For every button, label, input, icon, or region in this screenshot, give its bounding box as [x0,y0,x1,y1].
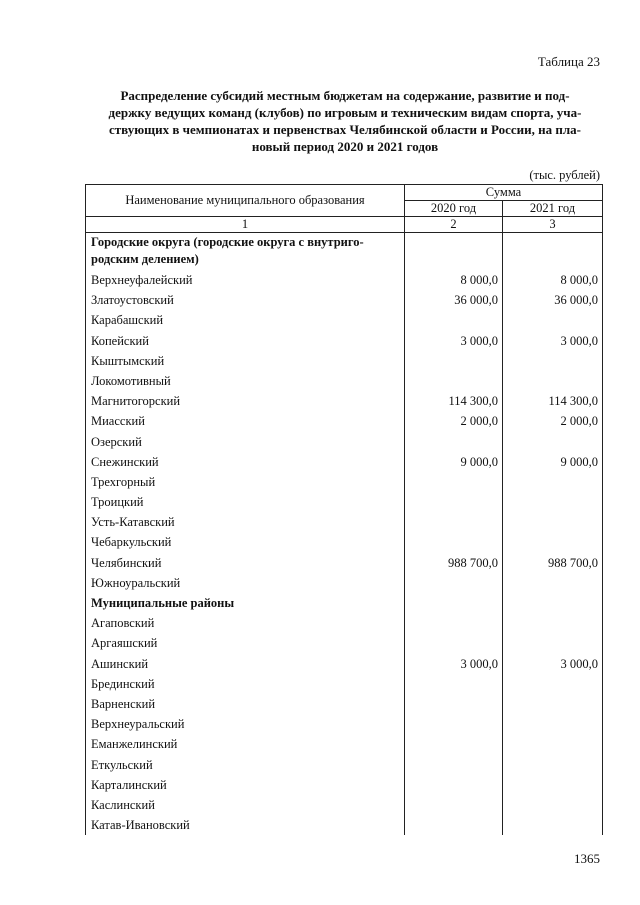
row-value-2020 [405,310,503,330]
header-year-2020: 2020 год [405,201,503,217]
row-name: Верхнеуфалейский [86,270,405,290]
table-number: Таблица 23 [537,54,600,69]
header-name: Наименование муниципального образования [86,185,405,217]
row-name: Карталинский [86,775,405,795]
table-row [86,694,603,714]
row-value-2021 [503,775,603,795]
row-value-2020: 3 000,0 [405,654,503,674]
table-row [86,432,603,452]
row-value-2020 [405,815,503,835]
title-line: ствующих в чемпионатах и первенствах Челябинской области и России, на пла- [108,122,582,137]
row-value-2021 [503,432,603,452]
row-value-2020 [405,795,503,815]
title-line: новый период 2020 и 2021 годов [251,139,439,154]
row-name: Челябинский [86,553,405,573]
row-value-2020 [405,371,503,391]
row-name: Озерский [86,432,405,452]
row-value-2020 [405,714,503,734]
row-name: Агаповский [86,613,405,633]
table-row [86,654,603,674]
row-name: Чебаркульский [86,532,405,552]
row-value-2021 [503,512,603,532]
row-value-2020 [405,512,503,532]
header-sum: Сумма [405,185,603,201]
row-value-2020 [405,755,503,775]
row-value-2020 [405,432,503,452]
row-name: Карабашский [86,310,405,330]
row-value-2020 [405,573,503,593]
table-row [86,633,603,653]
header-col-number: 3 [503,217,603,233]
row-value-2021 [503,233,603,271]
row-value-2020 [405,492,503,512]
row-value-2020 [405,694,503,714]
table-row [86,593,603,613]
row-value-2020: 114 300,0 [405,391,503,411]
row-name: Троицкий [86,492,405,512]
table-row [86,391,603,411]
row-value-2021 [503,755,603,775]
row-value-2020 [405,775,503,795]
table-row [86,411,603,431]
row-name: Трехгорный [86,472,405,492]
document-title [90,87,600,155]
table-row [86,755,603,775]
row-value-2021 [503,532,603,552]
table-row [86,775,603,795]
table-row [86,452,603,472]
page-number: 1365 [574,851,600,866]
row-name: Еманжелинский [86,734,405,754]
row-value-2020 [405,633,503,653]
row-value-2020: 36 000,0 [405,290,503,310]
row-value-2021 [503,351,603,371]
table-row [86,674,603,694]
row-value-2020 [405,532,503,552]
row-value-2020: 988 700,0 [405,553,503,573]
row-value-2021 [503,714,603,734]
row-name: Кыштымский [86,351,405,371]
row-value-2020: 8 000,0 [405,270,503,290]
row-value-2021: 114 300,0 [503,391,603,411]
row-value-2021: 3 000,0 [503,654,603,674]
row-value-2020: 9 000,0 [405,452,503,472]
table-row [86,351,603,371]
table-row [86,290,603,310]
row-value-2021 [503,694,603,714]
table-row [86,371,603,391]
table-row [86,714,603,734]
row-value-2021 [503,795,603,815]
units-note: (тыс. рублей) [529,168,600,182]
subsidy-table [85,184,603,835]
row-value-2021 [503,674,603,694]
row-name: Миасский [86,411,405,431]
row-name: Усть-Катавский [86,512,405,532]
title-line: держку ведущих команд (клубов) по игровым и техническим видам спорта, уча- [108,105,582,120]
row-name: Каслинский [86,795,405,815]
table-row [86,331,603,351]
title-line: Распределение субсидий местным бюджетам на содержание, развитие и под- [120,88,570,103]
row-value-2020: 3 000,0 [405,331,503,351]
row-name: Ашинский [86,654,405,674]
row-value-2021: 988 700,0 [503,553,603,573]
row-value-2020 [405,472,503,492]
table-row [86,532,603,552]
row-value-2020: 2 000,0 [405,411,503,431]
row-value-2021: 2 000,0 [503,411,603,431]
row-name: Магнитогорский [86,391,405,411]
row-value-2021: 8 000,0 [503,270,603,290]
header-col-number: 2 [405,217,503,233]
row-value-2020 [405,351,503,371]
row-value-2020 [405,613,503,633]
table-row [86,573,603,593]
table-row [86,815,603,835]
row-value-2020 [405,734,503,754]
table-row [86,472,603,492]
row-value-2021: 9 000,0 [503,452,603,472]
row-value-2021 [503,310,603,330]
row-name: Златоустовский [86,290,405,310]
row-name: Еткульский [86,755,405,775]
table-row [86,734,603,754]
table-row [86,492,603,512]
table-row [86,613,603,633]
row-name: Катав-Ивановский [86,815,405,835]
row-name: Аргаяшский [86,633,405,653]
table-row [86,553,603,573]
row-value-2020 [405,593,503,613]
row-value-2020 [405,233,503,271]
row-value-2021: 36 000,0 [503,290,603,310]
row-name: Городские округа (городские округа с внутриго- родским делением) [86,233,405,271]
row-value-2020 [405,674,503,694]
row-value-2021 [503,371,603,391]
table-row [86,233,603,271]
row-value-2021 [503,593,603,613]
row-name: Локомотивный [86,371,405,391]
table-row [86,795,603,815]
row-name: Копейский [86,331,405,351]
header-year-2021: 2021 год [503,201,603,217]
row-name: Южноуральский [86,573,405,593]
row-name: Муниципальные районы [86,593,405,613]
row-value-2021 [503,633,603,653]
row-value-2021 [503,573,603,593]
row-value-2021 [503,472,603,492]
table-row [86,270,603,290]
row-name: Верхнеуральский [86,714,405,734]
header-col-number: 1 [86,217,405,233]
row-value-2021 [503,734,603,754]
row-value-2021: 3 000,0 [503,331,603,351]
row-value-2021 [503,492,603,512]
table-row [86,310,603,330]
table-row [86,512,603,532]
row-value-2021 [503,613,603,633]
row-name: Снежинский [86,452,405,472]
row-value-2021 [503,815,603,835]
row-name: Брединский [86,674,405,694]
row-name: Варненский [86,694,405,714]
